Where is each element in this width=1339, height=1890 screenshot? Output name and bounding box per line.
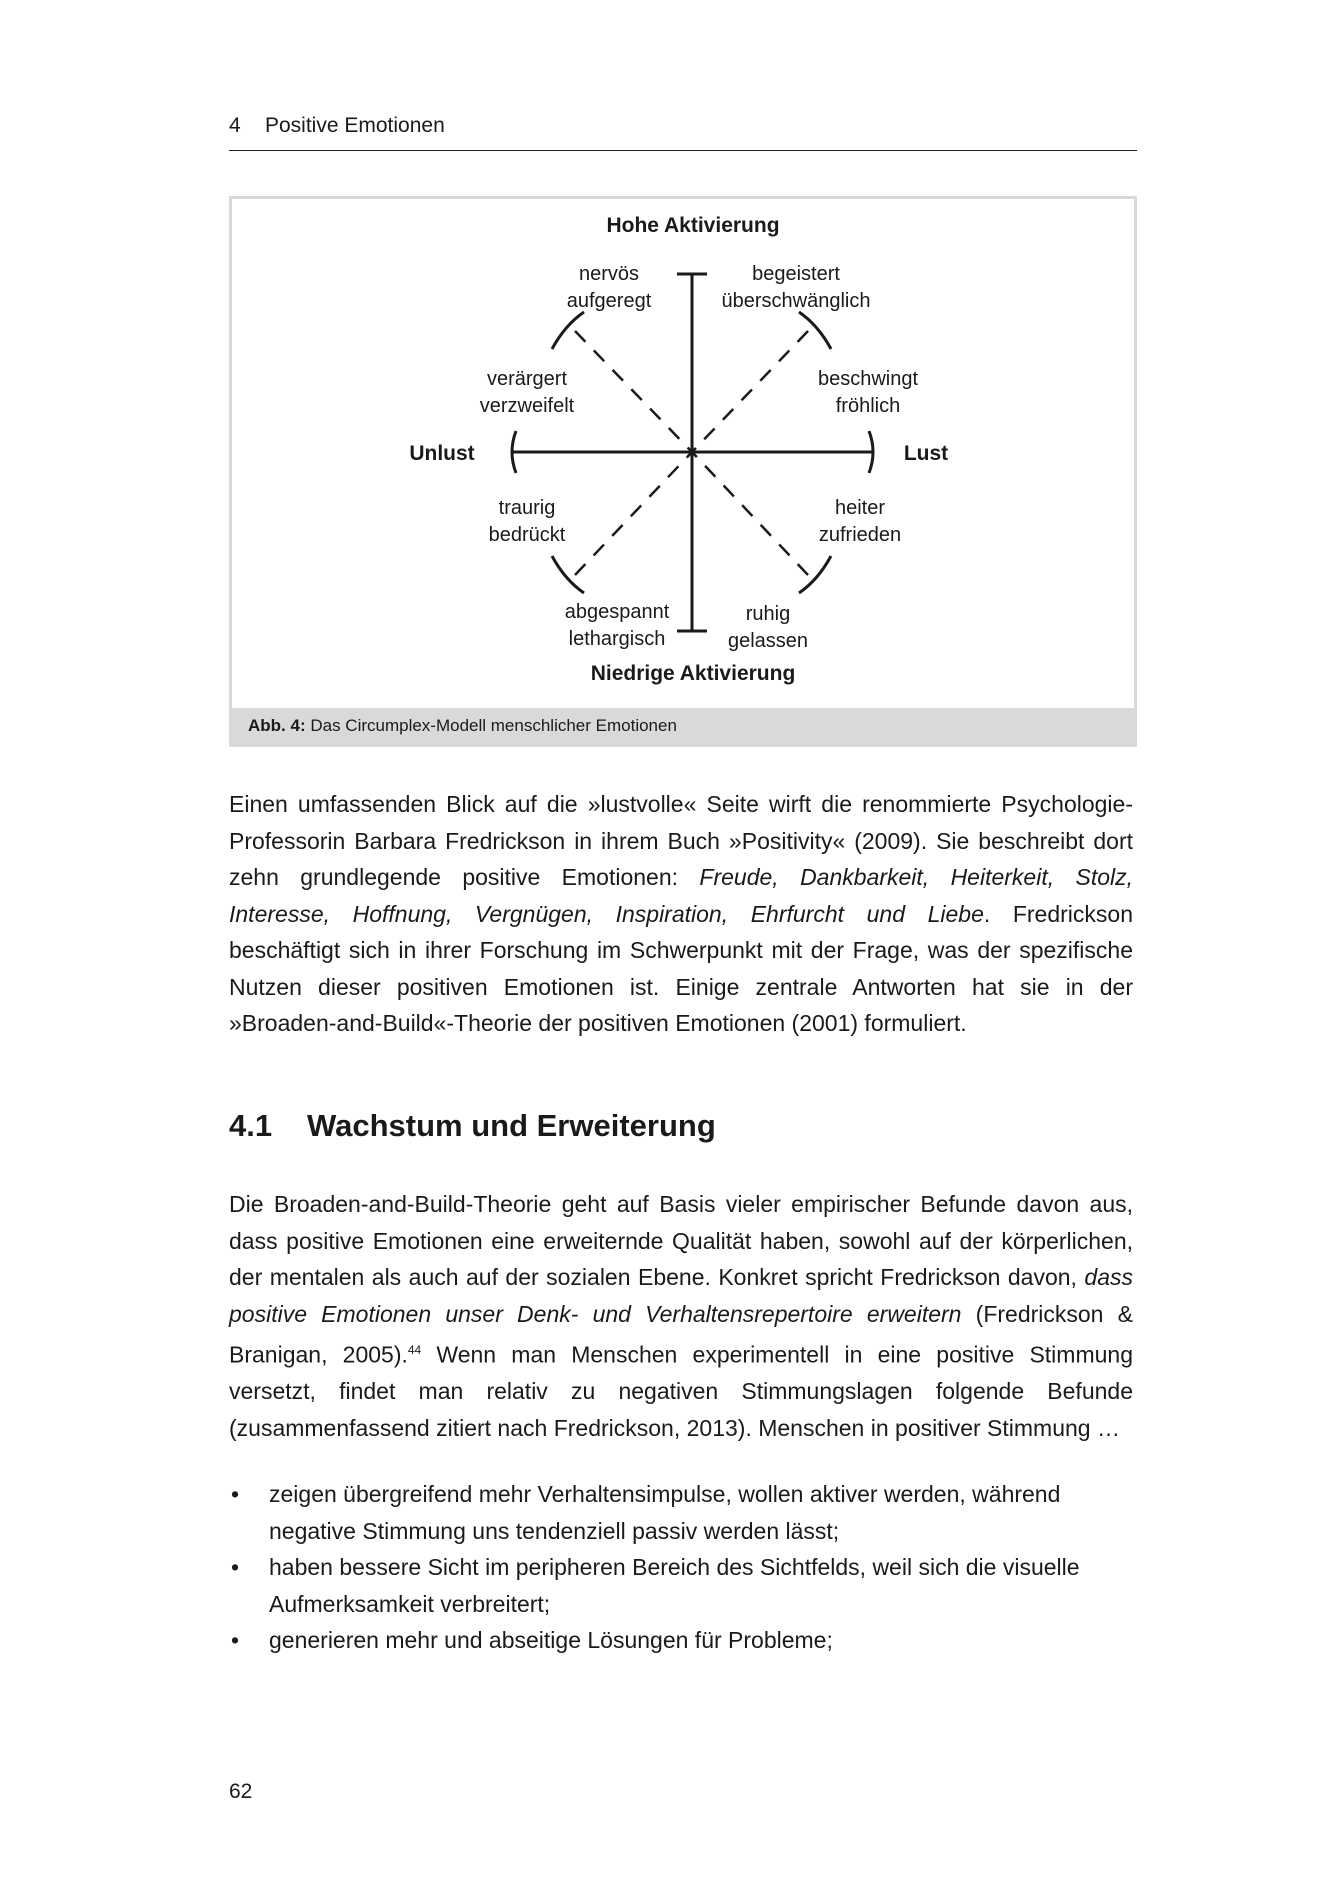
emotion-upper-left-1: verärgert — [486, 368, 568, 390]
section-number: 4.1 — [229, 1108, 273, 1143]
list-item — [229, 1622, 1133, 1659]
diagonal-top-right — [692, 331, 808, 452]
bullet-icon: • — [231, 1554, 240, 1580]
left-axis-label: Unlust — [409, 442, 475, 465]
paragraph-intro-a: Einen umfassenden Blick auf die »lustvolle« Seite wirft die renommierte Psychologie-Professorin Barbara Fredrickson in ihrem Buch »Positivity« (2009). Sie beschreibt dort zehn grundlegende positive Emotionen: — [229, 791, 1133, 890]
emotion-upper-right-2: fröhlich — [835, 395, 901, 417]
chapter-number: 4 — [229, 114, 241, 137]
arc-top-right — [799, 312, 831, 349]
arc-top-left — [552, 312, 584, 349]
circumplex-figure — [229, 196, 1137, 747]
caption-label: Abb. 4: — [248, 716, 306, 735]
emotion-upper-left-2: verzweifelt — [479, 395, 575, 417]
paragraph-intro-b: . Fredrickson beschäftigt sich in ihrer Forschung im Schwerpunkt mit der Frage, was der spezifische Nutzen dieser positiven Emotionen ist. Einige zentrale Antworten hat sie in der »Broaden-and-Build«-Theorie der positiven Emotionen (2001) formuliert. — [229, 900, 1133, 1036]
paragraph-theory — [229, 1186, 1133, 1446]
emotion-bottom-right-1: ruhig — [745, 603, 791, 625]
running-head — [229, 112, 1137, 151]
list-item-text: zeigen übergreifend mehr Verhaltensimpulse, wollen aktiver werden, während negative Stimmung uns tendenziell passiv werden lässt; — [269, 1481, 1061, 1544]
arc-bottom-left — [552, 556, 584, 593]
chapter-title: Positive Emotionen — [265, 114, 445, 137]
paragraph-theory-a: Die Broaden-and-Build-Theorie geht auf Basis vieler empirischer Befunde davon aus, dass positive Emotionen eine erweiternde Qualität haben, sowohl auf der körperlichen, der mentalen als auch auf der sozialen Ebene. Konkret spricht Fredrickson davon, — [229, 1191, 1133, 1290]
paragraph-intro-emotions-list: Freude, Dankbarkeit, Heiterkeit, Stolz, Interesse, Hoffnung, Vergnügen, Inspiration, Ehrfurcht und Liebe — [229, 864, 1134, 927]
list-item-text: generieren mehr und abseitige Lösungen für Probleme; — [269, 1627, 833, 1653]
bullet-icon: • — [231, 1627, 240, 1653]
page-number: 62 — [229, 1780, 253, 1803]
figure-caption — [232, 708, 1134, 744]
emotion-lower-left-2: bedrückt — [488, 524, 566, 546]
diagonal-bottom-right — [692, 452, 808, 575]
list-item-text: haben bessere Sicht im peripheren Bereich des Sichtfelds, weil sich die visuelle Aufmerksamkeit verbreitert; — [269, 1554, 1080, 1617]
paragraph-theory-emphasis: dass positive Emotionen unser Denk- und Verhaltensrepertoire erweitern — [229, 1264, 1133, 1327]
bullet-icon: • — [231, 1481, 240, 1507]
footnote-marker[interactable]: 44 — [407, 1343, 422, 1357]
emotion-bottom-right-2: gelassen — [727, 630, 809, 652]
circumplex-diagram — [232, 199, 1134, 744]
paragraph-theory-c: Wenn man Menschen experimentell in eine positive Stimmung versetzt, findet man relativ zu negativen Stimmungslagen folgende Befunde (zusammenfassend zitiert nach Fredrickson, 2013). Menschen in positiver Stimmung … — [229, 1341, 1133, 1441]
list-item — [229, 1549, 1133, 1622]
emotion-top-right-1: begeistert — [752, 263, 840, 285]
paragraph-theory-b: (Fredrickson & Branigan, 2005). — [229, 1300, 1133, 1368]
emotion-bottom-left-2: lethargisch — [568, 628, 666, 650]
bottom-axis-label: Niedrige Aktivierung — [590, 662, 796, 685]
caption-text: Das Circumplex-Modell menschlicher Emotionen — [305, 716, 677, 735]
diagonal-bottom-left — [575, 452, 692, 575]
top-axis-label: Hohe Aktivierung — [606, 214, 780, 237]
emotion-top-left-2: aufgeregt — [566, 290, 652, 312]
paragraph-intro — [229, 786, 1133, 1042]
diagonal-top-left — [575, 331, 692, 452]
emotion-lower-right-2: zufrieden — [818, 524, 902, 546]
emotion-lower-left-1: traurig — [498, 497, 556, 519]
emotion-lower-right-1: heiter — [834, 497, 886, 519]
emotion-top-left-1: nervös — [578, 263, 640, 285]
findings-list — [229, 1476, 1133, 1659]
list-item — [229, 1476, 1133, 1549]
emotion-bottom-left-1: abgespannt — [564, 601, 670, 623]
right-axis-label: Lust — [903, 442, 949, 465]
arc-bottom-right — [799, 556, 831, 593]
emotion-top-right-2: überschwänglich — [721, 290, 871, 312]
section-title: Wachstum und Erweiterung — [307, 1108, 716, 1143]
emotion-upper-right-1: beschwingt — [817, 368, 919, 390]
section-heading — [229, 1108, 716, 1144]
